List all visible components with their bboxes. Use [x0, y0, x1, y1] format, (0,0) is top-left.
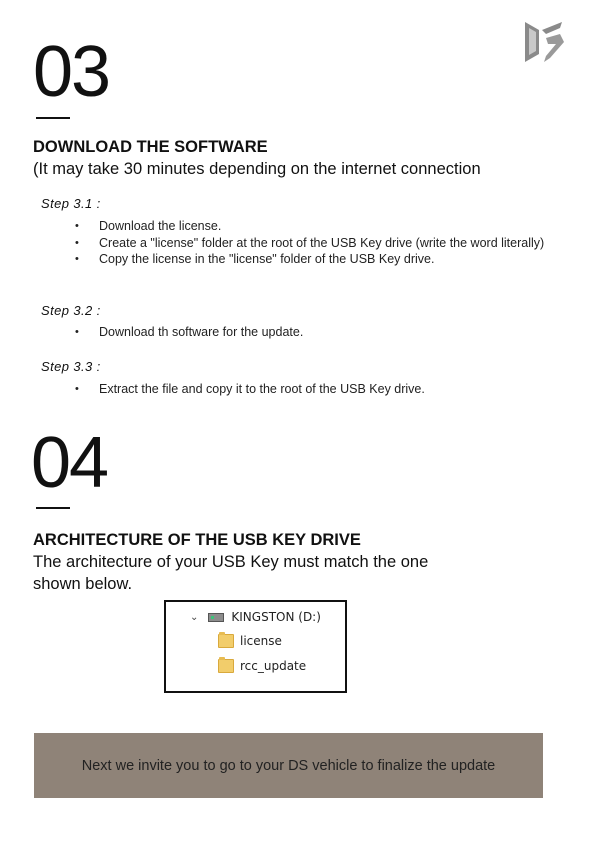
section-number: 03: [33, 32, 110, 112]
ds-logo: [522, 20, 566, 64]
info-banner: [34, 733, 543, 798]
section-rule: [36, 117, 70, 119]
step-label: Step 3.2 :: [41, 303, 101, 318]
step-list: [75, 381, 555, 398]
step-label: Step 3.3 :: [41, 359, 101, 374]
section-subtitle: shown below.: [33, 575, 133, 593]
section-number: 04: [31, 423, 108, 503]
folder-icon: [218, 634, 234, 648]
banner-text: Next we invite you to go to your DS vehicle to finalize the update: [81, 757, 496, 774]
folder-label: license: [240, 634, 282, 648]
list-item: • Download th software for the update.: [75, 324, 555, 341]
step-list: [75, 324, 555, 341]
folder-label: rcc_update: [240, 659, 307, 673]
folder-row: [218, 634, 282, 648]
folder-icon: [218, 659, 234, 673]
drive-row: [190, 610, 321, 624]
section-title: DOWNLOAD THE SOFTWARE: [33, 138, 268, 156]
list-item: • Copy the license in the "license" folder of the USB Key drive.: [75, 251, 555, 268]
step-label: Step 3.1 :: [41, 196, 101, 211]
drive-label: KINGSTON (D:): [231, 610, 321, 624]
section-subtitle: The architecture of your USB Key must match the one: [33, 553, 429, 571]
list-item: • Create a "license" folder at the root of the USB Key drive (write the word literally): [75, 235, 555, 252]
chevron-down-icon: ⌄: [190, 611, 199, 623]
usb-drive-icon: [208, 613, 224, 622]
section-subtitle: (It may take 30 minutes depending on the internet connection: [33, 160, 481, 178]
list-item: • Download the license.: [75, 218, 555, 235]
section-title: ARCHITECTURE OF THE USB KEY DRIVE: [33, 531, 361, 549]
section-rule: [36, 507, 70, 509]
folder-row: [218, 659, 306, 673]
list-item: • Extract the file and copy it to the root of the USB Key drive.: [75, 381, 555, 398]
usb-tree-image: [164, 600, 347, 693]
step-list: [75, 218, 555, 268]
